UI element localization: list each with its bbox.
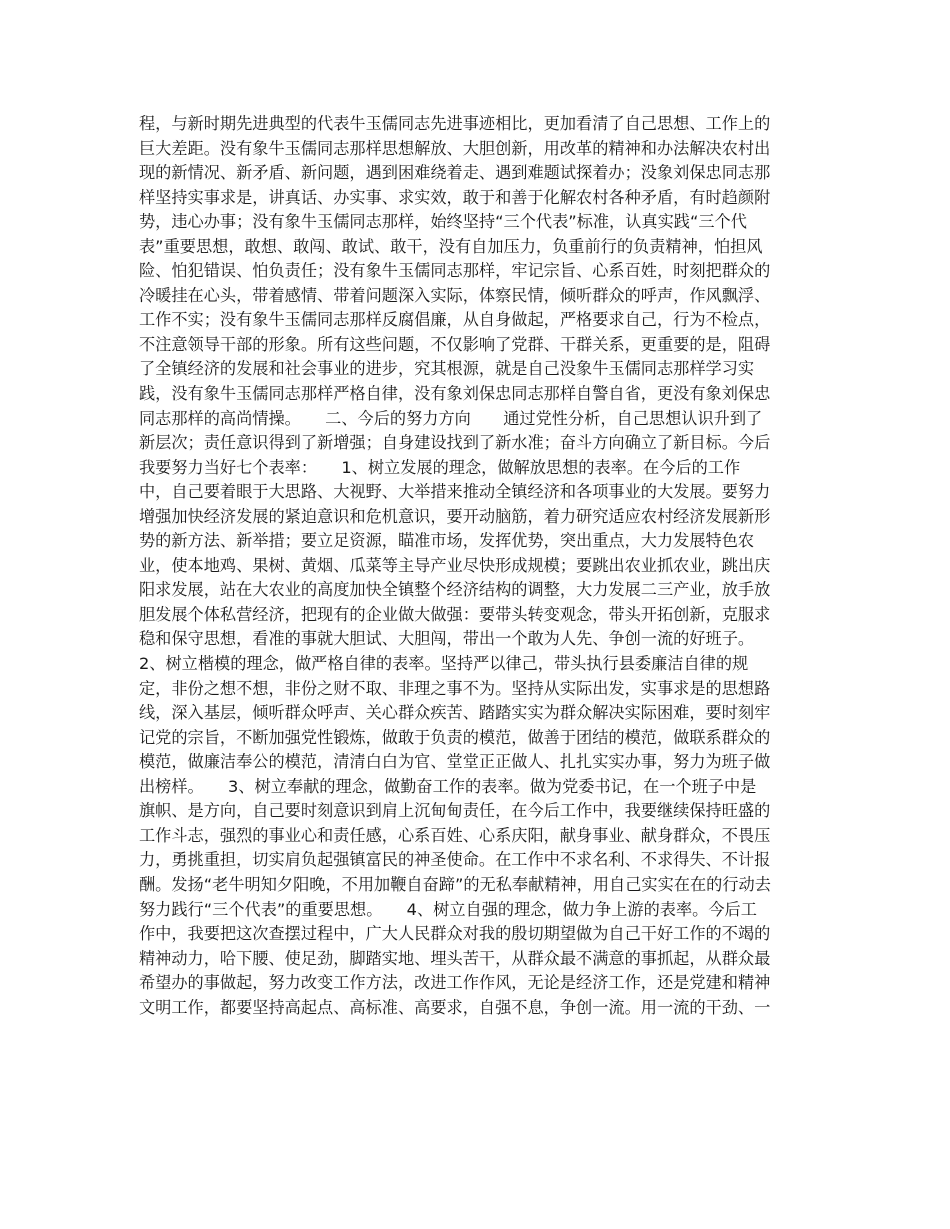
text-line: 努力践行“三个代表”的重要思想。 4、树立自强的理念，做力争上游的表率。今后工 — [139, 899, 757, 919]
text-line: 作中，我要把这次查摆过程中，广大人民群众对我的殷切期望做为自己干好工作的不竭的 — [139, 924, 771, 944]
text-line: 同志那样的高尚情操。 二、今后的努力方向 通过党性分析，自己思想认识升到了 — [139, 408, 763, 428]
text-line: 阳求发展，站在大农业的高度加快全镇整个经济结构的调整，大力发展二三产业，放手放 — [139, 580, 771, 600]
text-line: 巨大差距。没有象牛玉儒同志那样思想解放、大胆创新，用改革的精神和办法解决农村出 — [139, 138, 771, 158]
text-line: 践，没有象牛玉儒同志那样严格自律，没有象刘保忠同志那样自警自省，更没有象刘保忠 — [139, 384, 771, 404]
text-line: 了全镇经济的发展和社会事业的进步，究其根源，就是自己没象牛玉儒同志那样学习实 — [139, 359, 755, 379]
text-line: 力，勇挑重担，切实肩负起强镇富民的神圣使命。在工作中不求名利、不求得失、不计报 — [139, 850, 771, 870]
text-line: 稳和保守思想，看准的事就大胆试、大胆闯，带出一个敢为人先、争创一流的好班子。 — [139, 629, 755, 649]
text-line: 程，与新时期先进典型的代表牛玉儒同志先进事迹相比，更加看清了自己思想、工作上的 — [139, 114, 771, 133]
text-line: 模范，做廉洁奉公的模范，清清白白为官、堂堂正正做人、扎扎实实办事，努力为班子做 — [139, 752, 771, 772]
text-line: 样坚持实事求是，讲真话、办实事、求实效，敢于和善于化解农村各种矛盾，有时趋颜附 — [139, 187, 771, 207]
text-line: 酬。发扬“老牛明知夕阳晚，不用加鞭自奋蹄”的无私奉献精神，用自己实实在在的行动去 — [139, 874, 771, 894]
text-line: 势的新方法、新举措；要立足资源，瞄准市场，发挥优势，突出重点，大力发展特色农 — [139, 531, 755, 551]
text-line: 不注意领导干部的形象。所有这些问题，不仅影响了党群、干群关系，更重要的是，阻碍 — [139, 334, 771, 354]
text-line: 出榜样。 3、树立奉献的理念，做勤奋工作的表率。做为党委书记，在一个班子中是 — [139, 776, 757, 796]
text-line: 工作斗志，强烈的事业心和责任感，心系百姓、心系庆阳，献身事业、献身群众，不畏压 — [139, 825, 771, 845]
text-line: 希望办的事做起，努力改变工作方法，改进工作作风，无论是经济工作，还是党建和精神 — [139, 973, 771, 993]
text-line: 增强加快经济发展的紧迫意识和危机意识，要开动脑筋，着力研究适应农村经济发展新形 — [139, 506, 771, 526]
text-line: 2、树立楷模的理念，做严格自律的表率。坚持严以律己，带头执行县委廉洁自律的规 — [139, 654, 749, 674]
text-line: 文明工作，都要坚持高起点、高标准、高要求，自强不息，争创一流。用一流的干劲、一 — [139, 997, 771, 1017]
text-line: 新层次；责任意识得到了新增强；自身建设找到了新水准；奋斗方向确立了新目标。今后 — [139, 433, 771, 453]
text-line: 胆发展个体私营经济，把现有的企业做大做强：要带头转变观念，带头开拓创新，克服求 — [139, 604, 771, 624]
text-line: 定，非份之想不想，非份之财不取、非理之事不为。坚持从实际出发，实事求是的思想路 — [139, 678, 771, 698]
text-line: 业，使本地鸡、果树、黄烟、瓜菜等主导产业尽快形成规模；要跳出农业抓农业，跳出庆 — [139, 555, 771, 575]
text-line: 旗帜、是方向，自己要时刻意识到肩上沉甸甸责任，在今后工作中，我要继续保持旺盛的 — [139, 801, 771, 821]
body-text — [139, 112, 819, 1020]
text-line: 记党的宗旨，不断加强党性锻炼，做敢于负责的模范，做善于团结的模范，做联系群众的 — [139, 727, 771, 747]
text-line: 势，违心办事；没有象牛玉儒同志那样，始终坚持“三个代表”标准，认真实践“三个代 — [139, 212, 747, 232]
text-line: 表”重要思想，敢想、敢闯、敢试、敢干，没有自加压力，负重前行的负责精神，怕担风 — [139, 236, 763, 256]
text-line: 现的新情况、新矛盾、新问题，遇到困难绕着走、遇到难题试探着办；没象刘保忠同志那 — [139, 163, 771, 183]
text-line: 险、怕犯错误、怕负责任；没有象牛玉儒同志那样，牢记宗旨、心系百姓，时刻把群众的 — [139, 261, 771, 281]
text-line: 冷暖挂在心头，带着感情、带着问题深入实际，体察民情，倾听群众的呼声，作风飘浮、 — [139, 285, 771, 305]
text-line: 中，自己要着眼于大思路、大视野、大举措来推动全镇经济和各项事业的大发展。要努力 — [139, 482, 771, 502]
text-line: 我要努力当好七个表率： 1、树立发展的理念，做解放思想的表率。在今后的工作 — [139, 457, 741, 477]
text-line: 线，深入基层，倾听群众呼声、关心群众疾苦、踏踏实实为群众解决实际困难，要时刻牢 — [139, 703, 771, 723]
text-line: 精神动力，哈下腰、使足劲，脚踏实地、埋头苦干，从群众最不满意的事抓起，从群众最 — [139, 948, 771, 968]
text-line: 工作不实；没有象牛玉儒同志那样反腐倡廉，从自身做起，严格要求自己，行为不检点， — [139, 310, 771, 330]
